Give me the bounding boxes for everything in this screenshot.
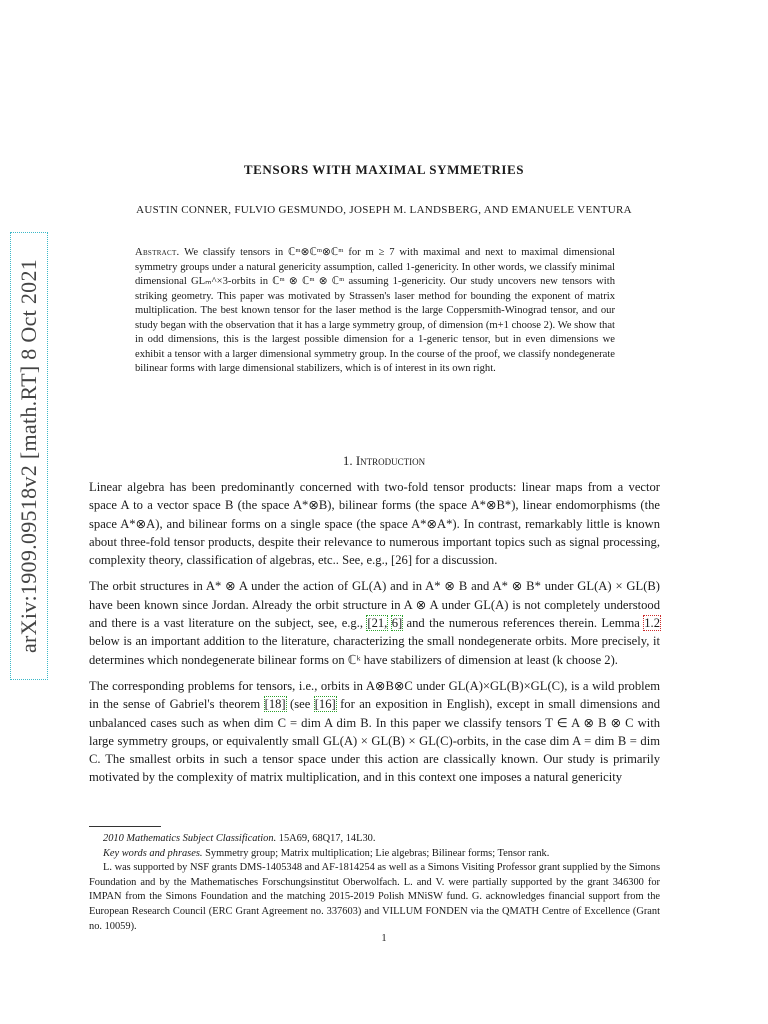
footnote-keywords-label: Key words and phrases. — [103, 847, 203, 859]
footnote-funding: L. was supported by NSF grants DMS-1405348 and AF-1814254 as well as a Simons Visiting Professor grant supplied by the Simons Foundation and by the Mathematisches Forschungsinstitut Oberwolfach. L. and V. were partially supported by the grant 346300 for IMPAN from the Simons Foundation and the matching 2015-2019 Polish MNiSW fund. G. acknowledges financial support from the European Research Council (ERC Grant Agreement no. 337603) and VILLUM FONDEN via the QMATH Centre of Excellence (Grant no. 10059). — [89, 862, 660, 932]
paragraph-3-text-a: The corresponding problems for tensors, i.e., orbits in A⊗B⊗C under GL(A)×GL(B)×GL(C), is a wild problem in the sense of Gabriel's theorem — [89, 678, 660, 712]
paragraph-2-text-a: The orbit structures in A* ⊗ A under the action of GL(A) and in A* ⊗ B and A* ⊗ B* under GL(A) × GL(B) have been known since Jordan. Already the orbit structure in A ⊗ A under GL(A) is not completely understood and there is a vast literature on the subject, see, e.g., — [89, 579, 660, 631]
abstract — [135, 246, 615, 377]
paragraph-3-text-b: (see — [285, 697, 315, 712]
footnote-msc-text: 15A69, 68Q17, 14L30. — [278, 833, 376, 844]
citation-link-6[interactable]: 6] — [391, 616, 403, 631]
paragraph-1: Linear algebra has been predominantly concerned with two-fold tensor products: linear maps from a vector space A to a vector space B (the space A*⊗B), bilinear forms (the space A*⊗B*), linear endomorphisms (the space A*⊗A), and bilinear forms on a single space (the space A*⊗A*). In contrast, remarkably little is known about three-fold tensor products, despite their relevance to numerous important topics such as signal processing, complexity theory, classification of algebras, etc.. See, e.g., [26] for a discussion. — [89, 480, 660, 568]
paragraph-2-text-b: and the numerous references therein. Lemma — [402, 616, 645, 631]
section-number: 1. — [342, 453, 353, 468]
page-number: 1 — [381, 933, 387, 944]
citation-link-18[interactable]: [18] — [264, 697, 286, 712]
author-list: AUSTIN CONNER, FULVIO GESMUNDO, JOSEPH M. LANDSBERG, AND EMANUELE VENTURA — [136, 204, 632, 216]
arxiv-identifier-text: arXiv:1909.09518v2 [math.RT] 8 Oct 2021 — [16, 258, 42, 654]
citation-link-16[interactable]: [16] — [314, 697, 336, 712]
paragraph-3 — [89, 677, 660, 787]
paragraph-3-text-c: for an exposition in English), except in small dimensions and unbalanced cases such as when dim C = dim A dim B. In this paper we classify tensors T ∈ A ⊗ B ⊗ C with large symmetry groups, or equivalently small GL(A) × GL(B) × GL(C)-orbits, in the case dim A = dim B = dim C. The smallest orbits in such a tensor space under this action are classically known. Our study is primarily motivated by the complexity of matrix multiplication, and in this context one imposes a natural genericity — [89, 697, 660, 785]
footnote-msc — [89, 832, 660, 847]
body-text — [89, 478, 660, 795]
section-title: Introduction — [355, 453, 426, 468]
section-heading — [0, 453, 768, 469]
footnote-keywords — [89, 847, 660, 862]
footnote-msc-label: 2010 Mathematics Subject Classification. — [103, 833, 277, 844]
citation-link-21[interactable]: [21, — [367, 616, 388, 631]
paper-title: TENSORS WITH MAXIMAL SYMMETRIES — [243, 162, 525, 177]
footnote-keywords-text: Symmetry group; Matrix multiplication; Lie algebras; Bilinear forms; Tensor rank. — [205, 847, 550, 859]
abstract-heading: Abstract. — [135, 247, 180, 258]
abstract-text: We classify tensors in ℂᵐ⊗ℂᵐ⊗ℂᵐ for m ≥ 7 with maximal and next to maximal dimensional symmetry groups under a natural genericity assumption, called 1-genericity. In other words, we classify minimal dimensional GLₘ^×3-orbits in ℂᵐ ⊗ ℂᵐ ⊗ ℂᵐ assuming 1-genericity. Our study uncovers new tensors with striking geometry. This paper was motivated by Strassen's laser method for bounding the exponent of matrix multiplication. The best known tensor for the laser method is the large Coppersmith-Winograd tensor, and our study began with the observation that it has a large symmetry group, of dimension (m+1 choose 2). We show that in odd dimensions, this is the largest possible dimension for a 1-generic tensor, but in even dimensions we exhibit a tensor with a larger dimensional symmetry group. In the course of the proof, we classify nondegenerate bilinear forms with large dimensional stabilizers, which is of interest in its own right. — [135, 247, 615, 374]
footnote-rule — [89, 826, 161, 827]
paragraph-2 — [89, 577, 660, 668]
paragraph-2-text-c: below is an important addition to the literature, characterizing the small nondegenerate orbits. More precisely, it determines which nondegenerate bilinear forms on ℂᵏ have stabilizers of dimension at least (k choose 2). — [89, 634, 660, 667]
footnotes — [89, 832, 660, 934]
lemma-link[interactable]: 1.2 — [644, 616, 660, 631]
